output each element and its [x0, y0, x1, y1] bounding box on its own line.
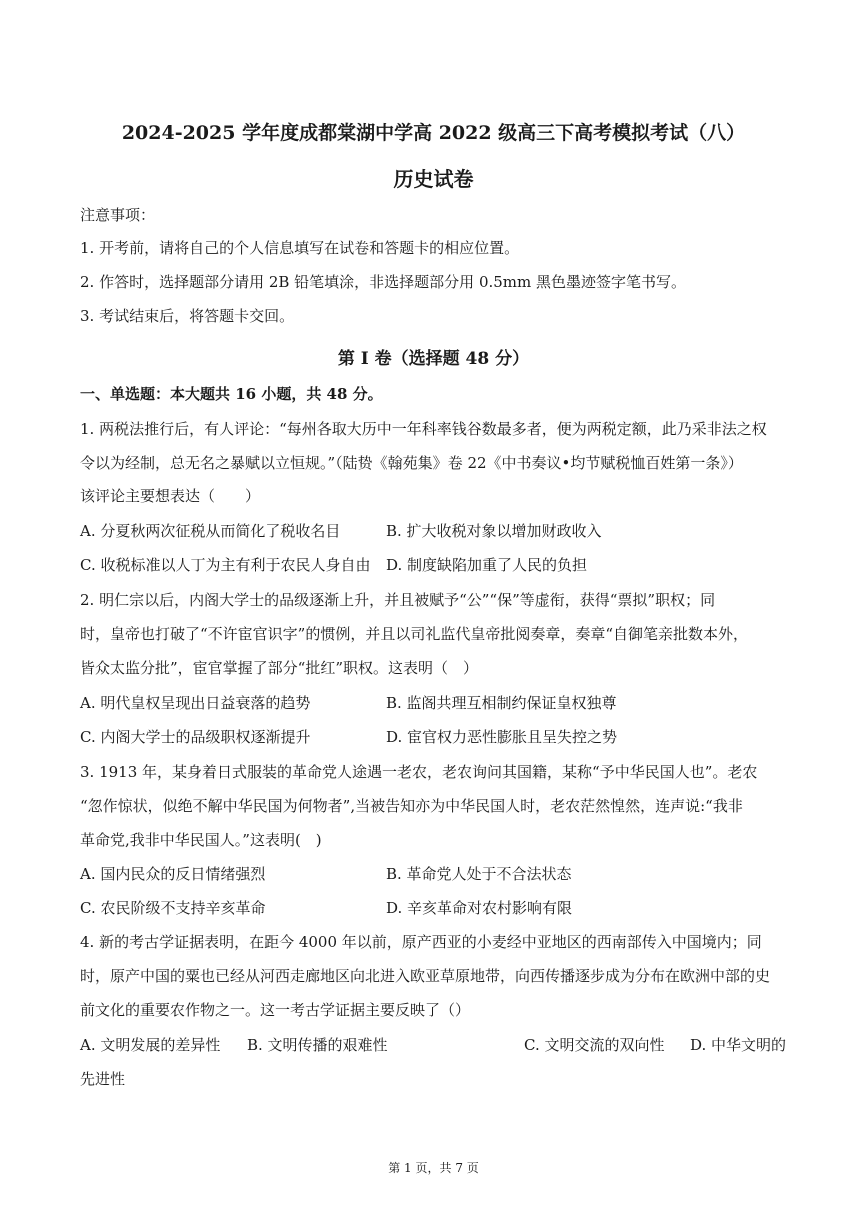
question-2-option-c: C. 内阁大学士的品级职权逐渐提升: [80, 728, 311, 746]
notes-item-3: 3. 考试结束后，将答题卡交回。: [80, 307, 295, 325]
question-2-option-b: B. 监阁共理互相制约保证皇权独尊: [386, 694, 617, 712]
question-2-line-2: 时，皇帝也打破了“不许宦官识字”的惯例，并且以司礼监代皇帝批阅奏章，奏章“自御笔亲批数本外，: [80, 625, 749, 643]
question-1-line-3: 该评论主要想表达（ ）: [80, 487, 261, 505]
exam-title: 2024-2025 学年度成都棠湖中学高 2022 级高三下高考模拟考试（八）: [121, 122, 746, 144]
question-4-line-1: 4. 新的考古学证据表明，在距今 4000 年以前，原产西亚的小麦经中亚地区的西南部传入中国境内；同: [80, 933, 762, 951]
question-3-option-c: C. 农民阶级不支持辛亥革命: [80, 899, 266, 917]
question-1-option-d: D. 制度缺陷加重了人民的负担: [386, 556, 588, 574]
question-1-line-1: 1. 两税法推行后，有人评论：“每州各取大历中一年科率钱谷数最多者，便为两税定额，此乃采非法之权: [80, 420, 767, 438]
notes-item-1: 1. 开考前，请将自己的个人信息填写在试卷和答题卡的相应位置。: [80, 239, 520, 257]
subject-title: 历史试卷: [393, 167, 474, 191]
part-title: 一、单选题：本大题共 16 小题，共 48 分。: [80, 385, 383, 403]
page-number: 第 1 页，共 7 页: [388, 1161, 479, 1175]
question-4-option-d-continued: 先进性: [80, 1070, 126, 1088]
question-3-line-2: “忽作惊状，似绝不解中华民国为何物者”,当被告知亦为中华民国人时，老农茫然惶然，连声说:“我非: [80, 797, 743, 815]
question-3-option-a: A. 国内民众的反日情绪强烈: [80, 865, 266, 883]
question-1-option-c: C. 收税标准以人丁为主有利于农民人身自由: [80, 556, 371, 574]
question-1-option-a: A. 分夏秋两次征税从而简化了税收名目: [80, 522, 341, 540]
question-3-line-1: 3. 1913 年，某身着日式服装的革命党人途遇一老农，老农询问其国籍，某称“予中华民国人也”。老农: [80, 763, 758, 781]
question-1-option-b: B. 扩大收税对象以增加财政收入: [386, 522, 602, 540]
notes-item-2: 2. 作答时，选择题部分请用 2B 铅笔填涂，非选择题部分用 0.5mm 黑色墨迹签字笔书写。: [80, 273, 687, 291]
question-1-line-2: 令以为经制，总无名之暴赋以立恒规。”（陆贽《翰苑集》卷 22《中书奏议•均节赋税恤百姓第一条》）: [80, 454, 743, 472]
question-3-line-3: 革命党,我非中华民国人。”这表明( ): [80, 831, 322, 849]
section-title: 第 I 卷（选择题 48 分）: [337, 349, 530, 369]
question-4-line-3: 前文化的重要农作物之一。这一考古学证据主要反映了（）: [80, 1001, 471, 1019]
question-2-line-1: 2. 明仁宗以后，内阁大学士的品级逐渐上升，并且被赋予“公”“保”等虚衔，获得“票拟”职权；同: [80, 591, 716, 609]
question-4-option-b: B. 文明传播的艰难性: [247, 1036, 388, 1054]
question-4-line-2: 时，原产中国的粟也已经从河西走廊地区向北进入欧亚草原地带，向西传播逐步成为分布在欧洲中部的史: [80, 967, 771, 985]
question-2-option-d: D. 宦官权力恶性膨胀且呈失控之势: [386, 728, 618, 746]
question-4-option-a: A. 文明发展的差异性: [80, 1036, 221, 1054]
question-3-option-b: B. 革命党人处于不合法状态: [386, 865, 572, 883]
question-2-line-3: 皆众太监分批”，宦官掌握了部分“批红”职权。这表明（ ）: [80, 659, 479, 677]
question-4-option-d: D. 中华文明的: [690, 1036, 787, 1054]
notes-heading: 注意事项：: [80, 206, 156, 224]
question-2-option-a: A. 明代皇权呈现出日益衰落的趋势: [80, 694, 311, 712]
question-4-option-c: C. 文明交流的双向性: [524, 1036, 665, 1054]
question-3-option-d: D. 辛亥革命对农村影响有限: [386, 899, 573, 917]
